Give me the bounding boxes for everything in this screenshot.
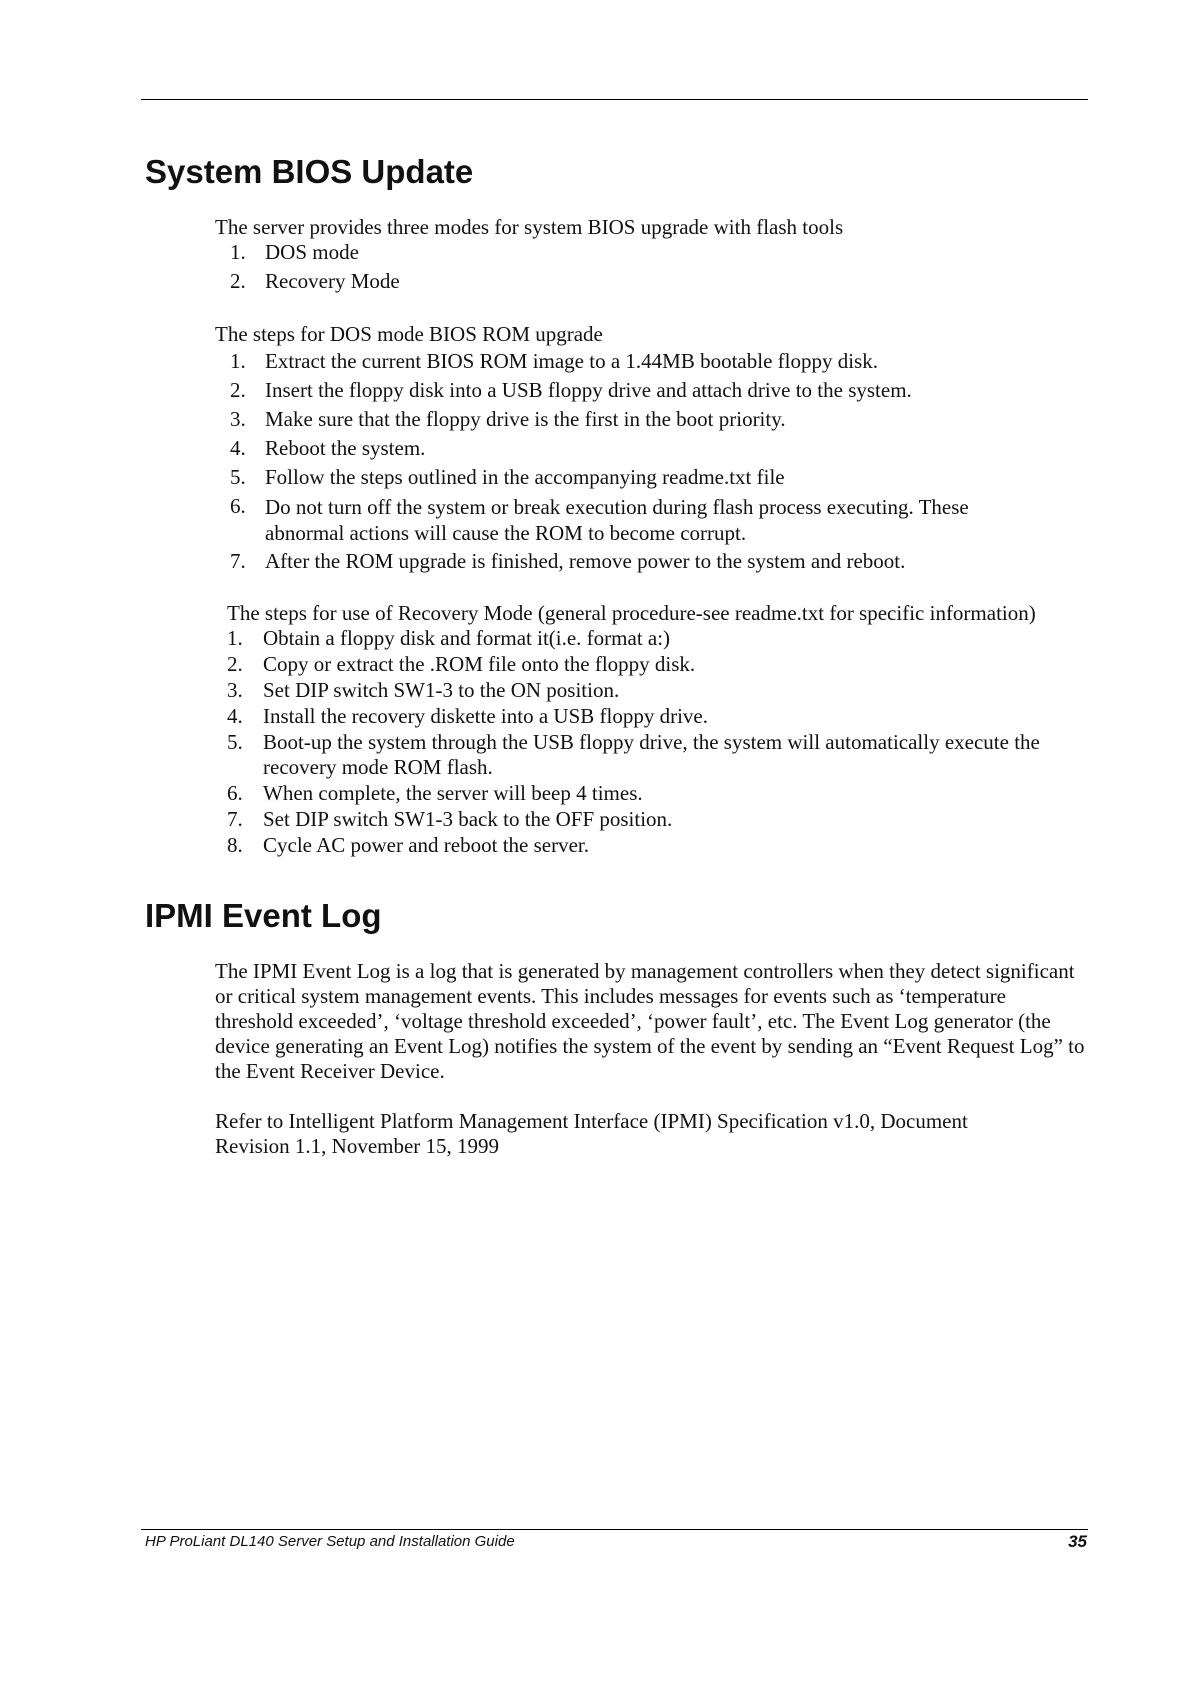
list-item: 4. Reboot the system. xyxy=(230,436,426,460)
list-item: 1. DOS mode xyxy=(230,240,359,264)
section-title-ipmi: IPMI Event Log xyxy=(145,897,382,934)
list-item: 4. Install the recovery diskette into a USB floppy drive. xyxy=(227,704,708,728)
list-item: 8. Cycle AC power and reboot the server. xyxy=(227,833,589,857)
footer-title: HP ProLiant DL140 Server Setup and Installation Guide xyxy=(145,1533,515,1550)
list-item: 3. Set DIP switch SW1-3 to the ON position. xyxy=(227,678,620,702)
list-item: 2. Recovery Mode xyxy=(230,269,400,293)
list-item: 7. After the ROM upgrade is finished, remove power to the system and reboot. xyxy=(230,549,906,573)
dos-intro: The steps for DOS mode BIOS ROM upgrade xyxy=(215,322,603,346)
ipmi-reference: Refer to Intelligent Platform Management Interface (IPMI) Specification v1.0, Document Revision 1.1, November 15, 1999 xyxy=(215,1109,968,1158)
dos-steps-list xyxy=(230,349,1030,578)
list-item: 1. Obtain a floppy disk and format it(i.e. format a:) xyxy=(227,626,671,650)
list-item: 1. Extract the current BIOS ROM image to a 1.44MB bootable floppy disk. xyxy=(230,349,878,373)
recovery-intro: The steps for use of Recovery Mode (general procedure-see readme.txt for specific information) xyxy=(227,601,1036,625)
page-number: 35 xyxy=(1068,1532,1087,1551)
list-item: 6. Do not turn off the system or break execution during flash process executing. These abnormal actions will cause the ROM to become corrupt. xyxy=(230,494,969,545)
section-title-bios: System BIOS Update xyxy=(145,153,474,190)
list-item: 7. Set DIP switch SW1-3 back to the OFF position. xyxy=(227,807,673,831)
list-item: 5. Boot-up the system through the USB floppy drive, the system will automatically execute the recovery mode ROM flash. xyxy=(227,730,1040,779)
ipmi-description: The IPMI Event Log is a log that is generated by management controllers when they detect significant or critical system management events. This includes messages for events such as ‘temperature threshold exceeded’, ‘voltage threshold exceeded’, ‘power fault’, etc. The Event Log generator (the device generating an Event Log) notifies the system of the event by sending an “Event Request Log” to the Event Receiver Device. xyxy=(215,959,1085,1083)
footer-rule xyxy=(141,1529,1088,1530)
recovery-steps-list xyxy=(227,626,1087,859)
list-item: 2. Copy or extract the .ROM file onto the floppy disk. xyxy=(227,652,696,676)
bios-intro: The server provides three modes for system BIOS upgrade with flash tools xyxy=(215,215,844,239)
bios-modes-list xyxy=(230,240,1070,298)
header-rule xyxy=(141,99,1088,100)
list-item: 6. When complete, the server will beep 4 times. xyxy=(227,781,643,805)
list-item: 3. Make sure that the floppy drive is the first in the boot priority. xyxy=(230,407,786,431)
list-item: 5. Follow the steps outlined in the accompanying readme.txt file xyxy=(230,465,785,489)
list-item: 2. Insert the floppy disk into a USB floppy drive and attach drive to the system. xyxy=(230,378,912,402)
